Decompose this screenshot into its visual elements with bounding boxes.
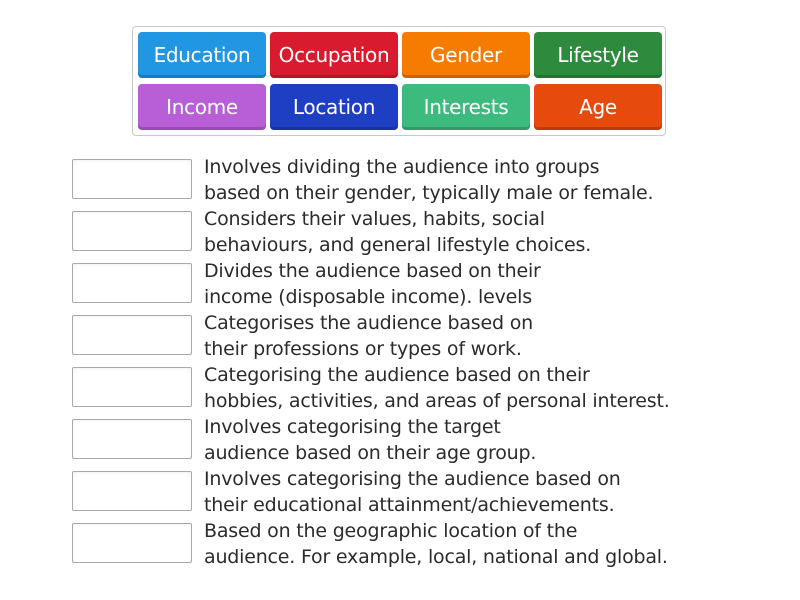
definition-line: Considers their values, habits, social xyxy=(204,208,545,230)
drop-target[interactable] xyxy=(72,367,192,407)
tile-income[interactable]: Income xyxy=(138,84,266,130)
definition-line: Categorising the audience based on their xyxy=(204,364,590,386)
tile-gender[interactable]: Gender xyxy=(402,32,530,78)
tile-education[interactable]: Education xyxy=(138,32,266,78)
definition-row xyxy=(72,310,732,362)
definition-row xyxy=(72,258,732,310)
definition-text xyxy=(204,310,744,362)
definition-line: audience based on their age group. xyxy=(204,442,537,464)
tile-occupation[interactable]: Occupation xyxy=(270,32,398,78)
definition-text xyxy=(204,206,744,258)
definition-line: Based on the geographic location of the xyxy=(204,520,578,542)
definition-line: their professions or types of work. xyxy=(204,338,522,360)
definition-row xyxy=(72,206,732,258)
tile-age[interactable]: Age xyxy=(534,84,662,130)
definition-row xyxy=(72,466,732,518)
definition-line: Involves categorising the audience based on xyxy=(204,468,621,490)
definition-text xyxy=(204,518,744,570)
definition-row xyxy=(72,518,732,570)
definition-row xyxy=(72,414,732,466)
definition-text xyxy=(204,362,744,414)
drop-target[interactable] xyxy=(72,523,192,563)
definition-line: audience. For example, local, national and global. xyxy=(204,546,668,568)
drop-target[interactable] xyxy=(72,419,192,459)
definition-row xyxy=(72,362,732,414)
drop-target[interactable] xyxy=(72,471,192,511)
definition-line: their educational attainment/achievements. xyxy=(204,494,615,516)
tile-lifestyle[interactable]: Lifestyle xyxy=(534,32,662,78)
drop-target[interactable] xyxy=(72,211,192,251)
definition-text xyxy=(204,154,744,206)
tile-location[interactable]: Location xyxy=(270,84,398,130)
definition-line: Divides the audience based on their xyxy=(204,260,541,282)
definition-text xyxy=(204,414,744,466)
definition-line: income (disposable income). levels xyxy=(204,286,532,308)
definition-text xyxy=(204,466,744,518)
definition-line: hobbies, activities, and areas of personal interest. xyxy=(204,390,670,412)
definition-line: Categorises the audience based on xyxy=(204,312,533,334)
tile-interests[interactable]: Interests xyxy=(402,84,530,130)
drop-target[interactable] xyxy=(72,159,192,199)
definition-text xyxy=(204,258,744,310)
definition-row xyxy=(72,154,732,206)
definition-line: Involves categorising the target xyxy=(204,416,501,438)
definition-line: behaviours, and general lifestyle choices. xyxy=(204,234,592,256)
drop-target[interactable] xyxy=(72,315,192,355)
definition-line: based on their gender, typically male or female. xyxy=(204,182,654,204)
definition-line: Involves dividing the audience into groups xyxy=(204,156,600,178)
word-bank xyxy=(132,26,666,136)
drop-target[interactable] xyxy=(72,263,192,303)
